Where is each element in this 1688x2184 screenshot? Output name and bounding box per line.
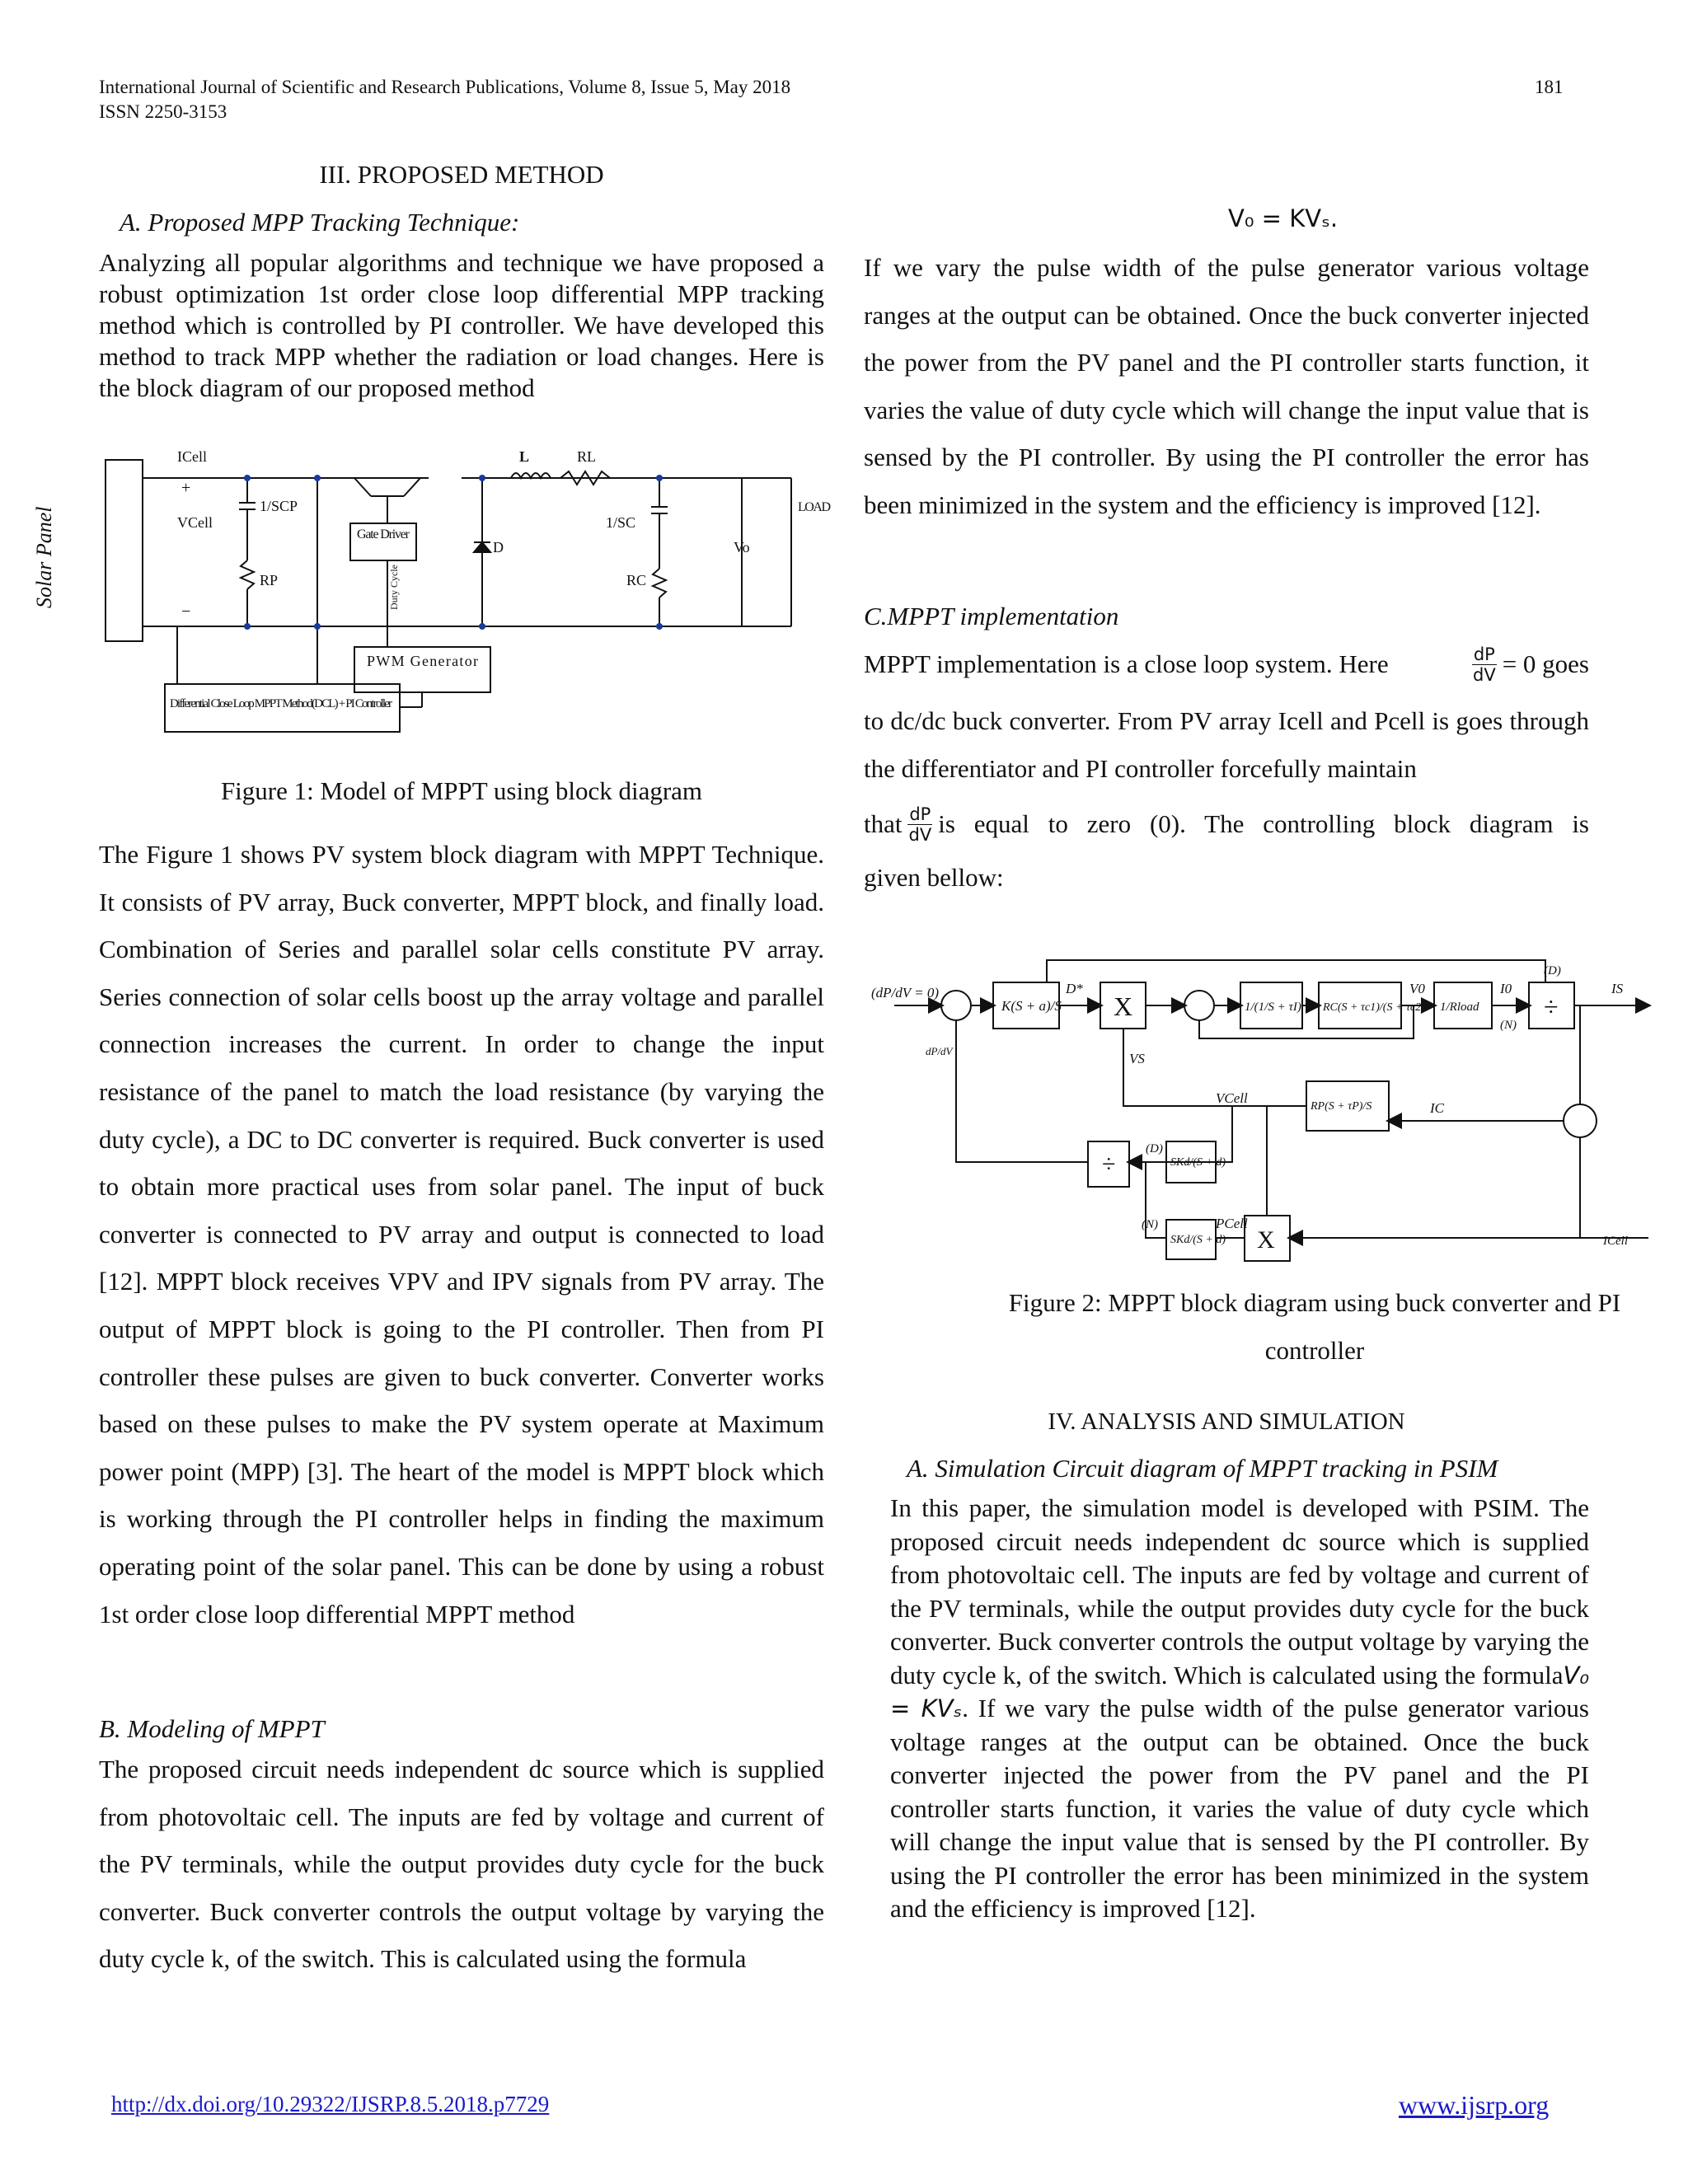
fig2-rp-label: RP(S + τP)/S — [1311, 1100, 1372, 1113]
journal-header: International Journal of Scientific and Research Publications, Volume 8, Issue 5, May 2018 — [99, 77, 791, 97]
impl-text-d1: that — [864, 809, 903, 838]
minus-sign: − — [181, 602, 191, 621]
rc-label: RC — [626, 572, 647, 588]
impl-line-1 — [864, 639, 1589, 690]
section-heading-analysis: IV. ANALYSIS AND SIMULATION — [1048, 1408, 1405, 1435]
issn: ISSN 2250-3153 — [99, 101, 227, 122]
inductor-label: L — [519, 448, 530, 465]
impl-line-4: given bellow: — [864, 863, 1004, 892]
subsection-b-heading: B. Modeling of MPPT — [99, 1714, 325, 1743]
figure-2-block-diagram — [870, 956, 1661, 1269]
figure-1-caption: Figure 1: Model of MPPT using block diagram — [220, 776, 703, 805]
cp-label: 1/SCP — [260, 498, 298, 514]
summing-junction-2 — [1184, 991, 1214, 1020]
c-label: 1/SC — [606, 514, 636, 531]
paragraph-modeling: The proposed circuit needs independent dc source which is supplied from photovoltaic cell. The inputs are fed by voltage and current of the PV terminals, while the output provides duty cycle for the buck converter. Buck converter controls the output voltage by varying the duty cycle k, of the switch. This is calculated using the formula — [99, 1755, 824, 1974]
fig2-skd-label-2: SKd/(S + d) — [1170, 1234, 1226, 1246]
paragraph-psim-equation: V₀ = KVₛ — [890, 1661, 1589, 1722]
vcell-label: VCell — [177, 514, 213, 531]
paragraph-psim-part-2: . If we vary the pulse width of the pulse generator various voltage ranges at the output can be obtained. Once the buck converter injected the power from the PV panel and the PI controller starts function, it varies the value of duty cycle which will change the input value that is sensed by the PI controller. By using the PI controller the error has been minimized in the system and the efficiency is improved [12]. — [890, 1694, 1589, 1923]
fig2-n-label-2: (N) — [1142, 1218, 1158, 1231]
figure-1-circuit-diagram — [32, 445, 841, 733]
fraction-numerator: dP — [1473, 644, 1495, 664]
summing-junction-1 — [941, 991, 971, 1020]
fraction2-numerator: dP — [909, 804, 931, 824]
fig2-ic-label: IC — [1430, 1100, 1444, 1116]
fig2-rload-label: 1/Rload — [1440, 1001, 1479, 1014]
equation-vo-kvs: V₀ = KVₛ. — [1228, 204, 1339, 232]
subsection-a-heading: A. Proposed MPP Tracking Technique: — [120, 208, 520, 237]
rl-label: RL — [577, 448, 597, 465]
section-heading-proposed-method: III. PROPOSED METHOD — [319, 160, 604, 189]
fig2-div-label: ÷ — [1544, 991, 1559, 1021]
fig2-input-label: (dP/dV = 0) — [871, 985, 939, 1001]
impl-text-a: MPPT implementation is a close loop system. Here — [864, 649, 1389, 678]
impl-line-2: to dc/dc buck converter. From PV array Icell and Pcell is goes through the differentiator and PI controller forcefully maintain — [864, 706, 1589, 783]
subsection-c-heading: C.MPPT implementation — [864, 602, 1119, 630]
impl-text-b: = 0 goes — [1502, 649, 1589, 678]
fig2-pcell-label: PCell — [1216, 1216, 1248, 1231]
fig2-is-label: IS — [1611, 981, 1624, 996]
load-label: LOAD — [798, 500, 831, 514]
icell-label: ICell — [177, 448, 207, 465]
paragraph-pulse-width: If we vary the pulse width of the pulse generator various voltage ranges at the output can be obtained. Once the buck converter injected the power from the PV panel and the PI controller starts function, it varies the value of duty cycle which will change the input value that is sensed by the PI controller. By using the PI controller the error has been minimized in the system and the efficiency is improved [12]. — [864, 253, 1589, 519]
gate-driver-label: Gate Driver — [357, 527, 410, 541]
diode-label: D — [493, 539, 504, 555]
paragraph-psim-part-1: In this paper, the simulation model is developed with PSIM. The proposed circuit needs independent dc source which is supplied from photovoltaic cell. The inputs are fed by voltage and current of the PV terminals, while the output provides duty cycle for the buck converter. Buck converter controls the output voltage by varying the duty cycle k, of the switch. Which is calculated using the formula — [890, 1493, 1589, 1690]
fig2-pi-label: K(S + a)/S — [1001, 998, 1062, 1014]
fig2-n-label: (N) — [1500, 1019, 1517, 1032]
paragraph-figure1-description: The Figure 1 shows PV system block diagram with MPPT Technique. It consists of PV array, Buck converter, MPPT block, and finally load. Combination of Series and parallel solar cells constitute PV array. Series connection of solar cells boost up the array voltage and parallel connection increases the current. In order to change the input resistance of the panel to match the load resistance (by varying the duty cycle), a DC to DC converter is required. Buck converter is used to obtain more practical uses from solar panel. The input of buck converter is connected to PV array and output is connected to load [12]. MPPT block receives VPV and IPV signals from PV array. The output of MPPT block is going to the PI controller. Then from PI controller these pulses are given to buck converter. Converter works based on these pulses to make the PV system operate at Maximum power point (MPP) [3]. The heart of the model is MPPT block which is working through the PI controller helps in finding the maximum operating point of the solar panel. This can be done by using a robust 1st order close loop differential MPPT method — [99, 840, 824, 1629]
dcl-label: Differential Close Loop MPPT Method(DCL) + PI Controller — [170, 697, 392, 710]
impl-text-d2: is equal to zero (0). The controlling block diagram is — [938, 809, 1589, 838]
fig2-v0-label: V0 — [1409, 981, 1425, 996]
fig2-l-label: 1/(1/S + τI) — [1245, 1001, 1301, 1014]
plus-sign: + — [181, 479, 191, 497]
dp-dv-fraction-2 — [907, 804, 934, 845]
summing-junction-3 — [1564, 1104, 1597, 1137]
fig2-vcell-label: VCell — [1216, 1090, 1248, 1106]
doi-link[interactable]: http://dx.doi.org/10.29322/IJSRP.8.5.2018.p7729 — [111, 2092, 550, 2116]
fig2-dstar-label: D* — [1066, 981, 1083, 996]
fig2-rc-label: RC(S + τc1)/(S + τc2) — [1323, 1001, 1425, 1014]
solar-panel-box — [106, 460, 143, 641]
fig2-icell-label: ICell — [1603, 1235, 1628, 1248]
fig2-vs-label: VS — [1129, 1051, 1145, 1066]
fig2-skd-label-1: SKd/(S + d) — [1170, 1156, 1226, 1169]
page-number: 181 — [1535, 77, 1564, 97]
rp-label: RP — [260, 572, 279, 588]
fig2-mult-label-2: X — [1257, 1226, 1275, 1254]
figure-2-caption: Figure 2: MPPT block diagram using buck converter and PI controller — [1008, 1288, 1621, 1365]
fig2-div-label-2: ÷ — [1102, 1151, 1116, 1178]
solar-panel-label: Solar Panel — [32, 506, 56, 608]
site-link[interactable]: www.ijsrp.org — [1399, 2090, 1550, 2120]
fig2-i0-label: I0 — [1500, 981, 1512, 996]
vo-label: Vo — [734, 539, 750, 555]
pwm-label: PWM Generator — [367, 653, 478, 669]
dp-dv-fraction — [1471, 644, 1498, 685]
fig2-d-label-2: (D) — [1146, 1142, 1163, 1155]
fig2-mult-label: X — [1114, 991, 1133, 1021]
fraction-denominator: dV — [1472, 664, 1496, 685]
duty-cycle-label: Duty Cycle — [388, 565, 400, 610]
fig2-dpdv-label: dP/dV — [926, 1045, 953, 1057]
fraction2-denominator: dV — [908, 824, 932, 845]
paragraph-intro: Analyzing all popular algorithms and technique we have proposed a robust optimization 1st order close loop differential MPP tracking method which is controlled by PI controller. We have developed this method to track MPP whether the radiation or load changes. Here is the block diagram of our proposed method — [99, 248, 824, 402]
paragraph-psim — [890, 1492, 1589, 1926]
impl-line-3 — [864, 799, 1589, 850]
fig2-d-label: (D) — [1544, 964, 1561, 977]
subsection-a4-heading: A. Simulation Circuit diagram of MPPT tracking in PSIM — [907, 1454, 1498, 1483]
